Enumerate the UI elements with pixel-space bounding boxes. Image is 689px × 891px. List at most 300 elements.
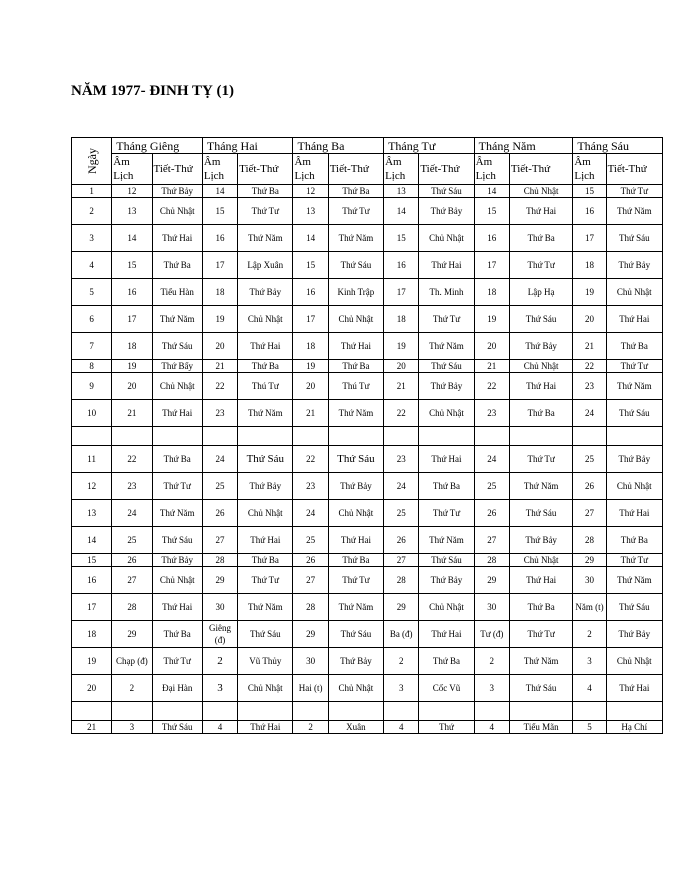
table-row bbox=[72, 333, 663, 360]
am-lich-cell: 28 bbox=[573, 527, 606, 554]
tiet-thu-cell: Thứ Ba bbox=[606, 333, 662, 360]
am-lich-cell: 22 bbox=[474, 373, 509, 400]
tiet-thu-cell: Thứ Tư bbox=[238, 198, 293, 225]
tiet-thu-cell: Thứ Bẩy bbox=[152, 360, 202, 373]
am-lich-cell: 29 bbox=[384, 594, 419, 621]
am-lich-cell: 23 bbox=[384, 446, 419, 473]
am-lich-cell: 29 bbox=[573, 554, 606, 567]
table-row bbox=[72, 225, 663, 252]
tiet-thu-cell: Thứ Hai bbox=[328, 333, 383, 360]
am-lich-header: Âm Lịch bbox=[112, 154, 152, 185]
am-lich-cell: 20 bbox=[384, 360, 419, 373]
tiet-thu-cell: Thứ Tư bbox=[328, 567, 383, 594]
am-lich-cell: 4 bbox=[573, 675, 606, 702]
tiet-thu-cell: Thú Tư bbox=[328, 373, 383, 400]
tiet-thu-cell: Chủ Nhật bbox=[152, 373, 202, 400]
tiet-thu-cell: Xuân bbox=[328, 721, 383, 734]
am-lich-cell: 26 bbox=[573, 473, 606, 500]
am-lich-cell: 30 bbox=[202, 594, 237, 621]
tiet-thu-header: Tiết-Thứ bbox=[606, 154, 662, 185]
empty-cell bbox=[152, 702, 202, 721]
tiet-thu-cell: Thứ Ba bbox=[509, 594, 572, 621]
tiet-thu-cell: Thứ Sáu bbox=[419, 360, 474, 373]
am-lich-cell: 21 bbox=[202, 360, 237, 373]
tiet-thu-cell: Thứ Hai bbox=[509, 373, 572, 400]
am-lich-cell: 24 bbox=[573, 400, 606, 427]
tiet-thu-cell: Cốc Vũ bbox=[419, 675, 474, 702]
tiet-thu-cell: Thứ Ba bbox=[509, 225, 572, 252]
am-lich-cell: 20 bbox=[202, 333, 237, 360]
tiet-thu-header: Tiết-Thứ bbox=[238, 154, 293, 185]
empty-cell bbox=[474, 427, 509, 446]
day-number: 15 bbox=[72, 554, 112, 567]
am-lich-cell: 19 bbox=[384, 333, 419, 360]
tiet-thu-cell: Thứ Ba bbox=[238, 360, 293, 373]
am-lich-cell: Ba (đ) bbox=[384, 621, 419, 648]
empty-cell bbox=[72, 427, 112, 446]
am-lich-cell: 27 bbox=[573, 500, 606, 527]
am-lich-cell: 5 bbox=[573, 721, 606, 734]
am-lich-cell: 13 bbox=[384, 185, 419, 198]
tiet-thu-cell: Thứ Tư bbox=[238, 567, 293, 594]
am-lich-cell: 3 bbox=[384, 675, 419, 702]
tiet-thu-cell: Thứ Bảy bbox=[419, 373, 474, 400]
tiet-thu-cell: Chủ Nhật bbox=[328, 500, 383, 527]
am-lich-cell: 22 bbox=[202, 373, 237, 400]
tiet-thu-cell: Thứ Bảy bbox=[152, 554, 202, 567]
tiet-thu-cell: Thứ Sáu bbox=[509, 500, 572, 527]
tiet-thu-cell: Thứ Tư bbox=[509, 621, 572, 648]
am-lich-cell: 27 bbox=[112, 567, 152, 594]
am-lich-cell: 16 bbox=[573, 198, 606, 225]
month-header: Tháng Năm bbox=[474, 138, 573, 154]
tiet-thu-cell: Thứ Hai bbox=[238, 527, 293, 554]
day-number: 1 bbox=[72, 185, 112, 198]
tiet-thu-cell: Thứ Bảy bbox=[419, 198, 474, 225]
tiet-thu-cell: Thứ Năm bbox=[152, 306, 202, 333]
am-lich-cell: 4 bbox=[202, 721, 237, 734]
am-lich-cell: 21 bbox=[293, 400, 328, 427]
tiet-thu-cell: Thứ Năm bbox=[238, 225, 293, 252]
empty-cell bbox=[328, 702, 383, 721]
month-header: Tháng Tư bbox=[384, 138, 475, 154]
tiet-thu-cell: Thứ Ba bbox=[328, 185, 383, 198]
tiet-thu-cell: Thứ Bảy bbox=[509, 333, 572, 360]
am-lich-cell: 24 bbox=[202, 446, 237, 473]
empty-cell bbox=[509, 702, 572, 721]
am-lich-cell: 20 bbox=[573, 306, 606, 333]
tiet-thu-cell: Thứ Hai bbox=[606, 306, 662, 333]
tiet-thu-cell: Th. Minh bbox=[419, 279, 474, 306]
am-lich-cell: 27 bbox=[202, 527, 237, 554]
tiet-thu-cell: Chủ Nhật bbox=[238, 675, 293, 702]
am-lich-cell: 17 bbox=[384, 279, 419, 306]
am-lich-cell: 28 bbox=[384, 567, 419, 594]
am-lich-cell: 30 bbox=[474, 594, 509, 621]
table-row bbox=[72, 473, 663, 500]
tiet-thu-cell: Thứ Ba bbox=[509, 400, 572, 427]
am-lich-cell: 26 bbox=[202, 500, 237, 527]
tiet-thu-cell: Chủ Nhật bbox=[238, 306, 293, 333]
empty-cell bbox=[238, 702, 293, 721]
tiet-thu-cell: Thứ Hai bbox=[238, 721, 293, 734]
am-lich-cell: 24 bbox=[474, 446, 509, 473]
tiet-thu-cell: Chủ Nhật bbox=[606, 279, 662, 306]
tiet-thu-cell: Thứ Năm bbox=[238, 400, 293, 427]
empty-cell bbox=[293, 702, 328, 721]
am-lich-cell: 16 bbox=[112, 279, 152, 306]
tiet-thu-cell: Chủ Nhật bbox=[328, 675, 383, 702]
tiet-thu-cell: Thứ Năm bbox=[606, 567, 662, 594]
tiet-thu-cell: Thứ Năm bbox=[152, 500, 202, 527]
day-number: 21 bbox=[72, 721, 112, 734]
tiet-thu-cell: Thứ Ba bbox=[419, 648, 474, 675]
am-lich-header: Âm Lịch bbox=[573, 154, 606, 185]
tiet-thu-cell: Thứ Sáu bbox=[328, 252, 383, 279]
tiet-thu-cell: Thứ Tư bbox=[606, 185, 662, 198]
tiet-thu-cell: Chủ Nhật bbox=[238, 500, 293, 527]
tiet-thu-cell: Thứ Hai bbox=[152, 225, 202, 252]
day-number: 8 bbox=[72, 360, 112, 373]
am-lich-cell: 22 bbox=[293, 446, 328, 473]
tiet-thu-cell: Thứ Tư bbox=[606, 554, 662, 567]
am-lich-cell: 23 bbox=[112, 473, 152, 500]
am-lich-cell: 26 bbox=[112, 554, 152, 567]
tiet-thu-cell: Thứ Tư bbox=[328, 198, 383, 225]
month-header: Tháng Sáu bbox=[573, 138, 663, 154]
empty-cell bbox=[509, 427, 572, 446]
day-number: 16 bbox=[72, 567, 112, 594]
tiet-thu-cell: Thứ Năm bbox=[238, 594, 293, 621]
am-lich-cell: 17 bbox=[474, 252, 509, 279]
spacer-row bbox=[72, 427, 663, 446]
tiet-thu-cell: Thứ Năm bbox=[328, 400, 383, 427]
am-lich-cell: 16 bbox=[293, 279, 328, 306]
am-lich-cell: 16 bbox=[474, 225, 509, 252]
empty-cell bbox=[384, 427, 419, 446]
tiet-thu-cell: Thứ Hai bbox=[152, 594, 202, 621]
am-lich-cell: 24 bbox=[112, 500, 152, 527]
am-lich-cell: 14 bbox=[384, 198, 419, 225]
day-number: 17 bbox=[72, 594, 112, 621]
tiet-thu-cell: Lập Xuân bbox=[238, 252, 293, 279]
tiet-thu-cell: Thứ Ba bbox=[152, 621, 202, 648]
am-lich-cell: 24 bbox=[293, 500, 328, 527]
tiet-thu-cell: Thứ Bảy bbox=[238, 473, 293, 500]
tiet-thu-header: Tiết-Thứ bbox=[419, 154, 474, 185]
month-header: Tháng Hai bbox=[202, 138, 293, 154]
am-lich-cell: 23 bbox=[293, 473, 328, 500]
empty-cell bbox=[419, 702, 474, 721]
am-lich-cell: 2 bbox=[474, 648, 509, 675]
am-lich-cell: 21 bbox=[112, 400, 152, 427]
day-number: 13 bbox=[72, 500, 112, 527]
tiet-thu-cell: Thứ Ba bbox=[419, 473, 474, 500]
tiet-thu-cell: Thứ Sáu bbox=[152, 721, 202, 734]
am-lich-cell: Tư (đ) bbox=[474, 621, 509, 648]
table-row bbox=[72, 675, 663, 702]
am-lich-cell: 14 bbox=[293, 225, 328, 252]
tiet-thu-cell: Tiểu Mãn bbox=[509, 721, 572, 734]
day-number: 5 bbox=[72, 279, 112, 306]
tiet-thu-cell: Thứ Sáu bbox=[152, 333, 202, 360]
empty-cell bbox=[112, 427, 152, 446]
tiet-thu-cell: Chủ Nhật bbox=[152, 198, 202, 225]
day-number: 6 bbox=[72, 306, 112, 333]
empty-cell bbox=[72, 702, 112, 721]
empty-cell bbox=[419, 427, 474, 446]
tiet-thu-cell: Thứ Tư bbox=[419, 500, 474, 527]
am-lich-cell: 21 bbox=[573, 333, 606, 360]
am-lich-cell: 17 bbox=[293, 306, 328, 333]
table-row bbox=[72, 185, 663, 198]
tiet-thu-header: Tiết-Thứ bbox=[509, 154, 572, 185]
tiet-thu-cell: Thứ Hai bbox=[509, 198, 572, 225]
tiet-thu-cell: Thứ Sáu bbox=[419, 185, 474, 198]
tiet-thu-cell: Hạ Chí bbox=[606, 721, 662, 734]
am-lich-cell: 21 bbox=[474, 360, 509, 373]
am-lich-cell: 14 bbox=[112, 225, 152, 252]
day-number: 4 bbox=[72, 252, 112, 279]
table-row bbox=[72, 446, 663, 473]
am-lich-cell: 27 bbox=[384, 554, 419, 567]
tiet-thu-cell: Thứ Hai bbox=[419, 252, 474, 279]
tiet-thu-cell: Thứ Năm bbox=[509, 473, 572, 500]
month-header: Tháng Ba bbox=[293, 138, 384, 154]
am-lich-cell: 19 bbox=[112, 360, 152, 373]
day-number: 20 bbox=[72, 675, 112, 702]
tiet-thu-cell: Chủ Nhật bbox=[152, 567, 202, 594]
day-number: 3 bbox=[72, 225, 112, 252]
am-lich-cell: Hai (t) bbox=[293, 675, 328, 702]
tiet-thu-cell: Thứ Năm bbox=[328, 594, 383, 621]
spacer-row bbox=[72, 702, 663, 721]
am-lich-cell: 26 bbox=[474, 500, 509, 527]
month-header: Tháng Giêng bbox=[112, 138, 203, 154]
tiet-thu-cell: Thứ Sáu bbox=[238, 621, 293, 648]
am-lich-header: Âm Lịch bbox=[293, 154, 328, 185]
am-lich-cell: Chạp (đ) bbox=[112, 648, 152, 675]
tiet-thu-cell: Thứ Ba bbox=[606, 527, 662, 554]
tiet-thu-cell: Thứ Bảy bbox=[419, 567, 474, 594]
am-lich-cell: 14 bbox=[474, 185, 509, 198]
tiet-thu-cell: Chủ Nhật bbox=[419, 400, 474, 427]
empty-cell bbox=[152, 427, 202, 446]
am-lich-cell: 24 bbox=[384, 473, 419, 500]
am-lich-cell: 29 bbox=[202, 567, 237, 594]
empty-cell bbox=[328, 427, 383, 446]
am-lich-cell: 25 bbox=[384, 500, 419, 527]
am-lich-cell: 3 bbox=[112, 721, 152, 734]
tiet-thu-cell: Thứ Sáu bbox=[328, 446, 383, 473]
table-row bbox=[72, 621, 663, 648]
tiet-thu-cell: Thứ Sáu bbox=[509, 306, 572, 333]
tiet-thu-cell: Thứ Ba bbox=[152, 446, 202, 473]
am-lich-cell: 30 bbox=[573, 567, 606, 594]
tiet-thu-header: Tiết-Thứ bbox=[152, 154, 202, 185]
am-lich-cell: 12 bbox=[112, 185, 152, 198]
am-lich-cell: 13 bbox=[293, 198, 328, 225]
am-lich-cell: 27 bbox=[474, 527, 509, 554]
am-lich-cell: 4 bbox=[384, 721, 419, 734]
am-lich-cell: 28 bbox=[112, 594, 152, 621]
tiet-thu-cell: Thứ Ba bbox=[238, 554, 293, 567]
am-lich-cell: 15 bbox=[573, 185, 606, 198]
tiet-thu-cell: Thứ Sáu bbox=[328, 621, 383, 648]
table-row bbox=[72, 360, 663, 373]
empty-cell bbox=[202, 702, 237, 721]
tiet-thu-cell: Thứ Bảy bbox=[606, 446, 662, 473]
am-lich-cell: 12 bbox=[293, 185, 328, 198]
am-lich-cell: 15 bbox=[112, 252, 152, 279]
tiet-thu-cell: Thứ Hai bbox=[152, 400, 202, 427]
am-lich-cell: 3 bbox=[573, 648, 606, 675]
am-lich-cell: 19 bbox=[573, 279, 606, 306]
am-lich-cell: 28 bbox=[293, 594, 328, 621]
am-lich-cell: 3 bbox=[202, 675, 237, 702]
tiet-thu-cell: Thứ Năm bbox=[419, 333, 474, 360]
tiet-thu-cell: Chủ Nhật bbox=[419, 594, 474, 621]
tiet-thu-cell: Thứ Bảy bbox=[328, 473, 383, 500]
table-row bbox=[72, 400, 663, 427]
table-row bbox=[72, 500, 663, 527]
table-row bbox=[72, 279, 663, 306]
am-lich-cell: 25 bbox=[112, 527, 152, 554]
tiet-thu-cell: Thứ Năm bbox=[419, 527, 474, 554]
am-lich-cell: 2 bbox=[293, 721, 328, 734]
tiet-thu-cell: Chủ Nhật bbox=[509, 554, 572, 567]
am-lich-cell: 30 bbox=[293, 648, 328, 675]
am-lich-cell: 25 bbox=[293, 527, 328, 554]
am-lich-cell: 18 bbox=[202, 279, 237, 306]
am-lich-cell: 15 bbox=[474, 198, 509, 225]
am-lich-cell: 19 bbox=[293, 360, 328, 373]
am-lich-cell: 25 bbox=[202, 473, 237, 500]
empty-cell bbox=[573, 427, 606, 446]
day-number: 19 bbox=[72, 648, 112, 675]
am-lich-cell: 2 bbox=[202, 648, 237, 675]
table-row bbox=[72, 721, 663, 734]
tiet-thu-cell: Thứ Sáu bbox=[238, 446, 293, 473]
empty-cell bbox=[293, 427, 328, 446]
tiet-thu-cell: Thứ Bảy bbox=[328, 648, 383, 675]
tiet-thu-cell: Thứ Bảy bbox=[606, 252, 662, 279]
tiet-thu-cell: Chủ Nhật bbox=[328, 306, 383, 333]
tiet-thu-header: Tiết-Thứ bbox=[328, 154, 383, 185]
tiet-thu-cell: Chủ Nhật bbox=[509, 360, 572, 373]
tiet-thu-cell: Thứ Tư bbox=[509, 446, 572, 473]
lunar-calendar-table bbox=[71, 137, 663, 734]
tiet-thu-cell: Chủ Nhật bbox=[509, 185, 572, 198]
empty-cell bbox=[573, 702, 606, 721]
table-row bbox=[72, 527, 663, 554]
am-lich-cell: 27 bbox=[293, 567, 328, 594]
tiet-thu-cell: Thứ Năm bbox=[606, 198, 662, 225]
tiet-thu-cell: Thứ Năm bbox=[509, 648, 572, 675]
empty-cell bbox=[112, 702, 152, 721]
am-lich-cell: 2 bbox=[112, 675, 152, 702]
ngay-header: Ngày bbox=[72, 138, 112, 185]
tiet-thu-cell: Thứ Bảy bbox=[238, 279, 293, 306]
am-lich-header: Âm Lịch bbox=[384, 154, 419, 185]
day-number: 14 bbox=[72, 527, 112, 554]
day-number: 18 bbox=[72, 621, 112, 648]
am-lich-cell: 3 bbox=[474, 675, 509, 702]
table-row bbox=[72, 198, 663, 225]
tiet-thu-cell: Thứ Ba bbox=[328, 554, 383, 567]
empty-cell bbox=[474, 702, 509, 721]
tiet-thu-cell: Thứ Tư bbox=[419, 306, 474, 333]
am-lich-cell: 29 bbox=[112, 621, 152, 648]
am-lich-cell: 26 bbox=[384, 527, 419, 554]
tiet-thu-cell: Thứ Tư bbox=[152, 473, 202, 500]
am-lich-cell: 21 bbox=[384, 373, 419, 400]
empty-cell bbox=[384, 702, 419, 721]
empty-cell bbox=[202, 427, 237, 446]
am-lich-cell: 29 bbox=[474, 567, 509, 594]
tiet-thu-cell: Chủ Nhật bbox=[419, 225, 474, 252]
tiet-thu-cell: Thứ Hai bbox=[238, 333, 293, 360]
am-lich-cell: 20 bbox=[293, 373, 328, 400]
page-title: NĂM 1977- ĐINH TỴ (1) bbox=[71, 83, 235, 99]
empty-cell bbox=[606, 427, 662, 446]
tiet-thu-cell: Thứ Sáu bbox=[606, 400, 662, 427]
day-number: 2 bbox=[72, 198, 112, 225]
am-lich-cell: 4 bbox=[474, 721, 509, 734]
tiet-thu-cell: Thứ Hai bbox=[606, 500, 662, 527]
am-lich-cell: 16 bbox=[202, 225, 237, 252]
tiet-thu-cell: Thứ Tư bbox=[152, 648, 202, 675]
am-lich-cell: 16 bbox=[384, 252, 419, 279]
am-lich-cell: 2 bbox=[384, 648, 419, 675]
tiet-thu-cell: Thứ Sáu bbox=[419, 554, 474, 567]
am-lich-cell: 15 bbox=[384, 225, 419, 252]
day-number: 12 bbox=[72, 473, 112, 500]
am-lich-cell: 29 bbox=[293, 621, 328, 648]
tiet-thu-cell: Thứ Ba bbox=[328, 360, 383, 373]
tiet-thu-cell: Thứ Hai bbox=[419, 446, 474, 473]
tiet-thu-cell: Vũ Thủy bbox=[238, 648, 293, 675]
tiet-thu-cell: Thứ Ba bbox=[152, 252, 202, 279]
tiet-thu-cell: Thứ Bảy bbox=[606, 621, 662, 648]
tiet-thu-cell: Thứ Tư bbox=[509, 252, 572, 279]
am-lich-cell: 28 bbox=[474, 554, 509, 567]
am-lich-cell: 15 bbox=[293, 252, 328, 279]
tiet-thu-cell: Thứ Hai bbox=[509, 567, 572, 594]
am-lich-cell: 28 bbox=[202, 554, 237, 567]
tiet-thu-cell: Thứ Hai bbox=[606, 675, 662, 702]
tiet-thu-cell: Thứ Bảy bbox=[509, 527, 572, 554]
am-lich-cell: 17 bbox=[573, 225, 606, 252]
am-lich-cell: 15 bbox=[202, 198, 237, 225]
tiet-thu-cell: Thứ Sáu bbox=[606, 225, 662, 252]
am-lich-cell: 14 bbox=[202, 185, 237, 198]
am-lich-cell: 18 bbox=[573, 252, 606, 279]
am-lich-cell: 23 bbox=[202, 400, 237, 427]
tiet-thu-cell: Thứ Bảy bbox=[152, 185, 202, 198]
am-lich-cell: 17 bbox=[112, 306, 152, 333]
tiet-thu-cell: Thứ Tư bbox=[606, 360, 662, 373]
tiet-thu-cell: Thứ bbox=[419, 721, 474, 734]
day-number: 9 bbox=[72, 373, 112, 400]
table-row bbox=[72, 252, 663, 279]
empty-cell bbox=[238, 427, 293, 446]
am-lich-cell: Giêng (đ) bbox=[202, 621, 237, 648]
table-row bbox=[72, 306, 663, 333]
am-lich-cell: 22 bbox=[384, 400, 419, 427]
empty-cell bbox=[606, 702, 662, 721]
am-lich-cell: 20 bbox=[112, 373, 152, 400]
